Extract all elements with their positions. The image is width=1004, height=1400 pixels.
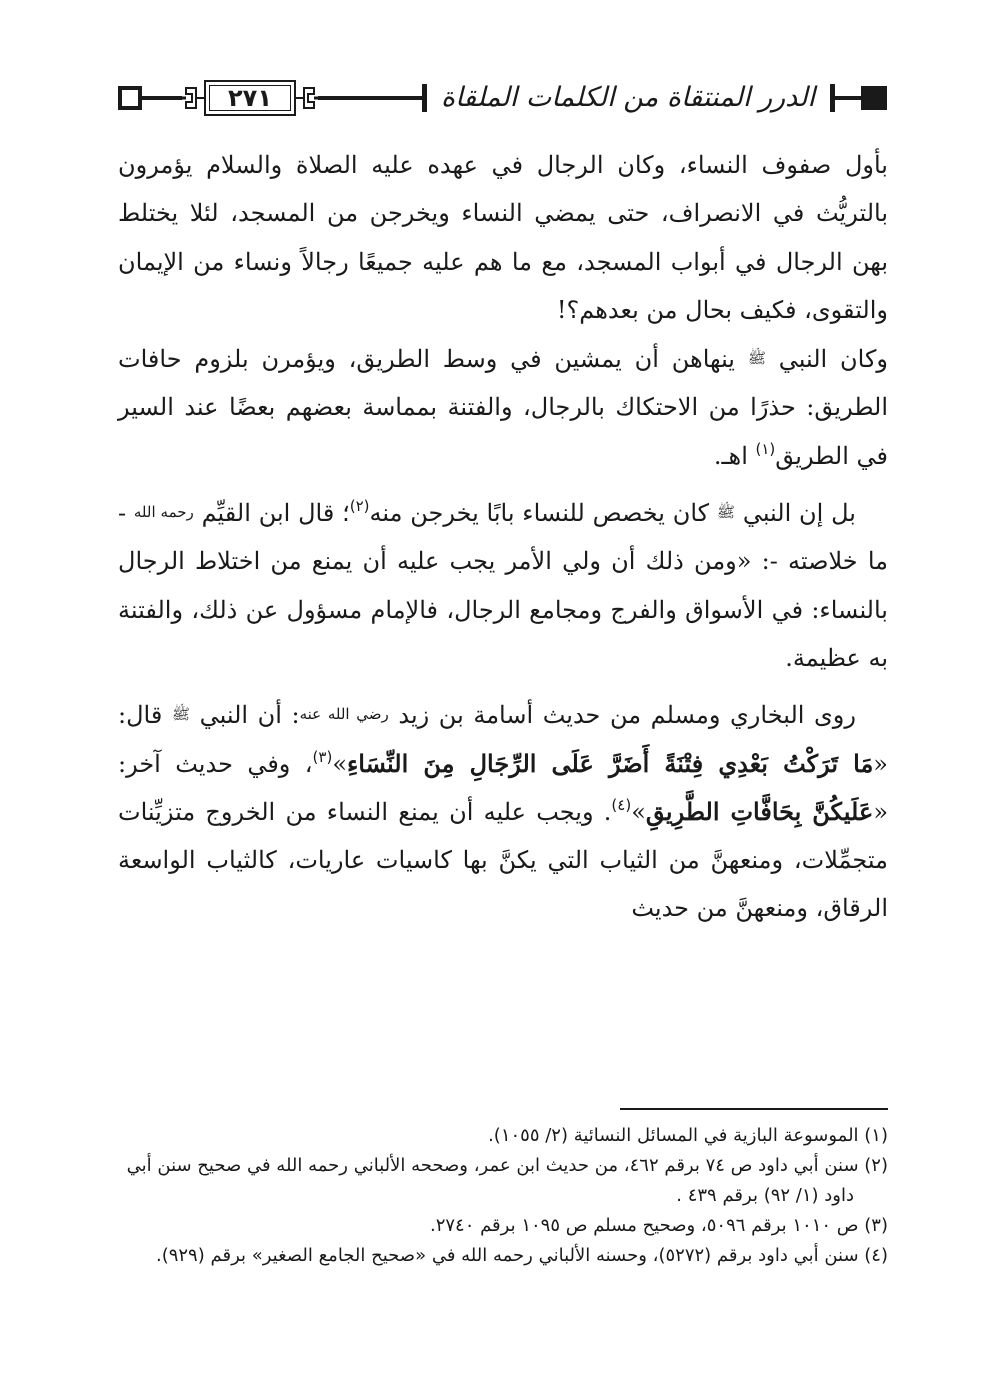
paragraph-3: [118, 690, 888, 932]
footnote-ref: (١): [755, 439, 776, 458]
footnote-1: (١) الموسوعة البازية في المسائل النسائية (٢/ ١٠٥٥).: [488, 1125, 888, 1146]
paragraph-text: بل إن النبي: [742, 499, 856, 528]
header-rule: [318, 96, 422, 100]
page-number: ٢٧١: [228, 84, 272, 112]
footnote-3: (٣) ص ١٠١٠ برقم ٥٠٩٦، وصحيح مسلم ص ١٠٩٥ برقم ٢٧٤٠.: [429, 1215, 888, 1236]
hadith-quote: مَا تَرَكْتُ بَعْدِي فِتْنَةً أَضَرَّ عَلَى الرِّجَالِ مِنَ النِّسَاءِ: [347, 748, 874, 778]
footnote-separator: [620, 1108, 888, 1110]
paragraph-text: روى البخاري ومسلم من حديث أسامة بن زيد: [398, 701, 856, 730]
header-ornament-right-square: [861, 86, 887, 110]
main-text: [118, 141, 888, 933]
running-book-title: الدرر المنتقاة من الكلمات الملقاة: [440, 82, 816, 113]
paragraph-text: اهـ.: [713, 441, 748, 470]
paragraph-text: »: [631, 797, 646, 826]
page-number-box: [204, 80, 296, 116]
paragraph-text: ، وفي حديث آخر: «: [118, 749, 889, 826]
salawat-symbol: ﷺ: [716, 503, 736, 522]
paragraph-text: . ويجب عليه أن يمنع النساء من الخروج متزيِّنات متجمِّلات، ومنعهنَّ من الثياب التي يكنَّ بها كاسيات عاريات، كالثياب الواسعة الرقاق، ومنعهنَّ من حديث: [118, 797, 888, 923]
paragraph-text: كان يخصص للنساء بابًا يخرجن منه: [369, 499, 710, 528]
rahimahullah-symbol: رحمه الله: [133, 503, 194, 522]
footnote-2: (٢) سنن أبي داود ص ٧٤ برقم ٤٦٢، من حديث ابن عمر، وصححه الألباني رحمه الله في صحيح سنن أبي داود (١/ ٩٢) برقم ٤٣٩ .: [126, 1155, 888, 1206]
paragraph-text: : أن النبي: [199, 701, 300, 730]
footnote-ref: (٤): [611, 795, 632, 814]
paragraph-text: ؛ قال ابن القيِّم: [201, 499, 350, 528]
header-ornament-left-square: [118, 86, 142, 110]
salawat-symbol: ﷺ: [747, 349, 766, 368]
salawat-symbol: ﷺ: [171, 705, 191, 724]
header-rule: [142, 96, 182, 100]
paragraph-1: [118, 141, 888, 480]
header-bar: [422, 84, 427, 112]
radiallahu-anhu-symbol: رضي الله عنه: [299, 705, 389, 724]
paragraph-text: وكان النبي: [778, 345, 888, 374]
paragraph-2: [118, 488, 888, 682]
paragraph-text: - ما خلاصته -: «ومن ذلك أن ولي الأمر يجب عليه أن يمنع من اختلاط الرجال بالنساء: في الأسواق والفرج ومجامع الرجال، فالإمام مسؤول عن ذلك، والفتنة به عظيمة.: [118, 499, 888, 672]
paragraph-text: بأول صفوف النساء، وكان الرجال في عهده عليه الصلاة والسلام يؤمرون بالتريُّث في الانصراف، حتى يمضي النساء ويخرجن من المسجد، لئلا يختلط بهن الرجال في أبواب المسجد، مع ما هم عليه جميعًا رجالاً ونساء من الإيمان والتقوى، فكيف بحال من بعدهم؟!: [118, 151, 888, 324]
header-rule: [835, 96, 861, 100]
footnote-ref: (٢): [349, 497, 370, 516]
footnote-ref: (٣): [312, 747, 333, 766]
paragraph-text: ينهاهن أن يمشين في وسط الطريق، ويؤمرن بلزوم حافات الطريق: حذرًا من الاحتكاك بالرجال، والفتنة بمماسة بعضهم بعضًا عند السير في الطريق: [118, 345, 888, 470]
footnote-4: (٤) سنن أبي داود برقم (٥٢٧٢)، وحسنه الألباني رحمه الله في «صحيح الجامع الصغير» برقم (٩٢٩).: [155, 1245, 888, 1266]
hadith-quote: عَلَيكُنَّ بِحَافَّاتِ الطَّرِيقِ: [645, 796, 874, 826]
header-knot-ornament-left: [182, 82, 204, 114]
paragraph-text: قال: «: [118, 701, 888, 778]
header-knot-ornament-right: [296, 82, 318, 114]
footnotes: [118, 1121, 888, 1271]
page-header: [118, 78, 888, 122]
paragraph-text: »: [332, 749, 347, 778]
